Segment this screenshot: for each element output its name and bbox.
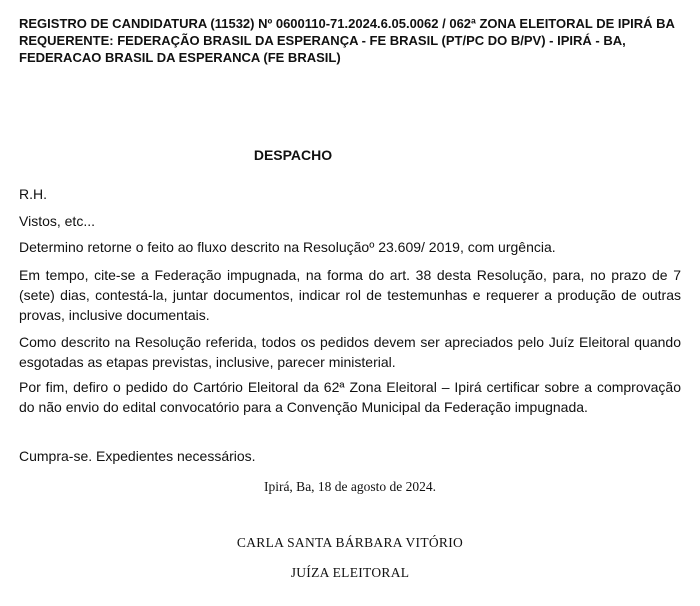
paragraph-rh: R.H. bbox=[19, 186, 47, 202]
signatory-name: CARLA SANTA BÁRBARA VITÓRIO bbox=[236, 535, 464, 550]
paragraph-certification: Por fim, defiro o pedido do Cartório Eleitoral da 62ª Zona Eleitoral – Ipirá certificar sobre a comprovação do não envio do edital convocatório para a Convenção Municipal da Federação impugnada. bbox=[19, 379, 681, 415]
paragraph-closing: Cumpra-se. Expedientes necessários. bbox=[19, 448, 256, 464]
signatory-role: JUÍZA ELEITORAL bbox=[290, 565, 410, 580]
place-date: Ipirá, Ba, 18 de agosto de 2024. bbox=[263, 479, 437, 494]
paragraph-citation: Em tempo, cite-se a Federação impugnada, na forma do art. 38 desta Resolução, para, no prazo de 7 (sete) dias, contestá-la, juntar documentos, indicar rol de testemunhas e requerer a produção de outras provas, inclusive documentais. bbox=[19, 267, 681, 323]
paragraph-requests: Como descrito na Resolução referida, todos os pedidos devem ser apreciados pelo Juíz Eleitoral quando esgotadas as etapas previstas, inclusive, parecer ministerial. bbox=[19, 334, 681, 370]
document-title: DESPACHO bbox=[253, 147, 333, 163]
paragraph-determination: Determino retorne o feito ao fluxo descrito na Resoluçãoº 23.609/ 2019, com urgência. bbox=[19, 239, 556, 255]
paragraph-vistos: Vistos, etc... bbox=[19, 213, 95, 229]
document-header bbox=[19, 15, 681, 66]
case-registration-line: REGISTRO DE CANDIDATURA (11532) Nº 0600110-71.2024.6.05.0062 / 062ª ZONA ELEITORAL DE IPIRÁ BA bbox=[19, 16, 675, 31]
applicant-line: REQUERENTE: FEDERAÇÃO BRASIL DA ESPERANÇA - FE BRASIL (PT/PC DO B/PV) - IPIRÁ - BA, FEDERACAO BRASIL DA ESPERANCA (FE BRASIL) bbox=[19, 33, 626, 65]
